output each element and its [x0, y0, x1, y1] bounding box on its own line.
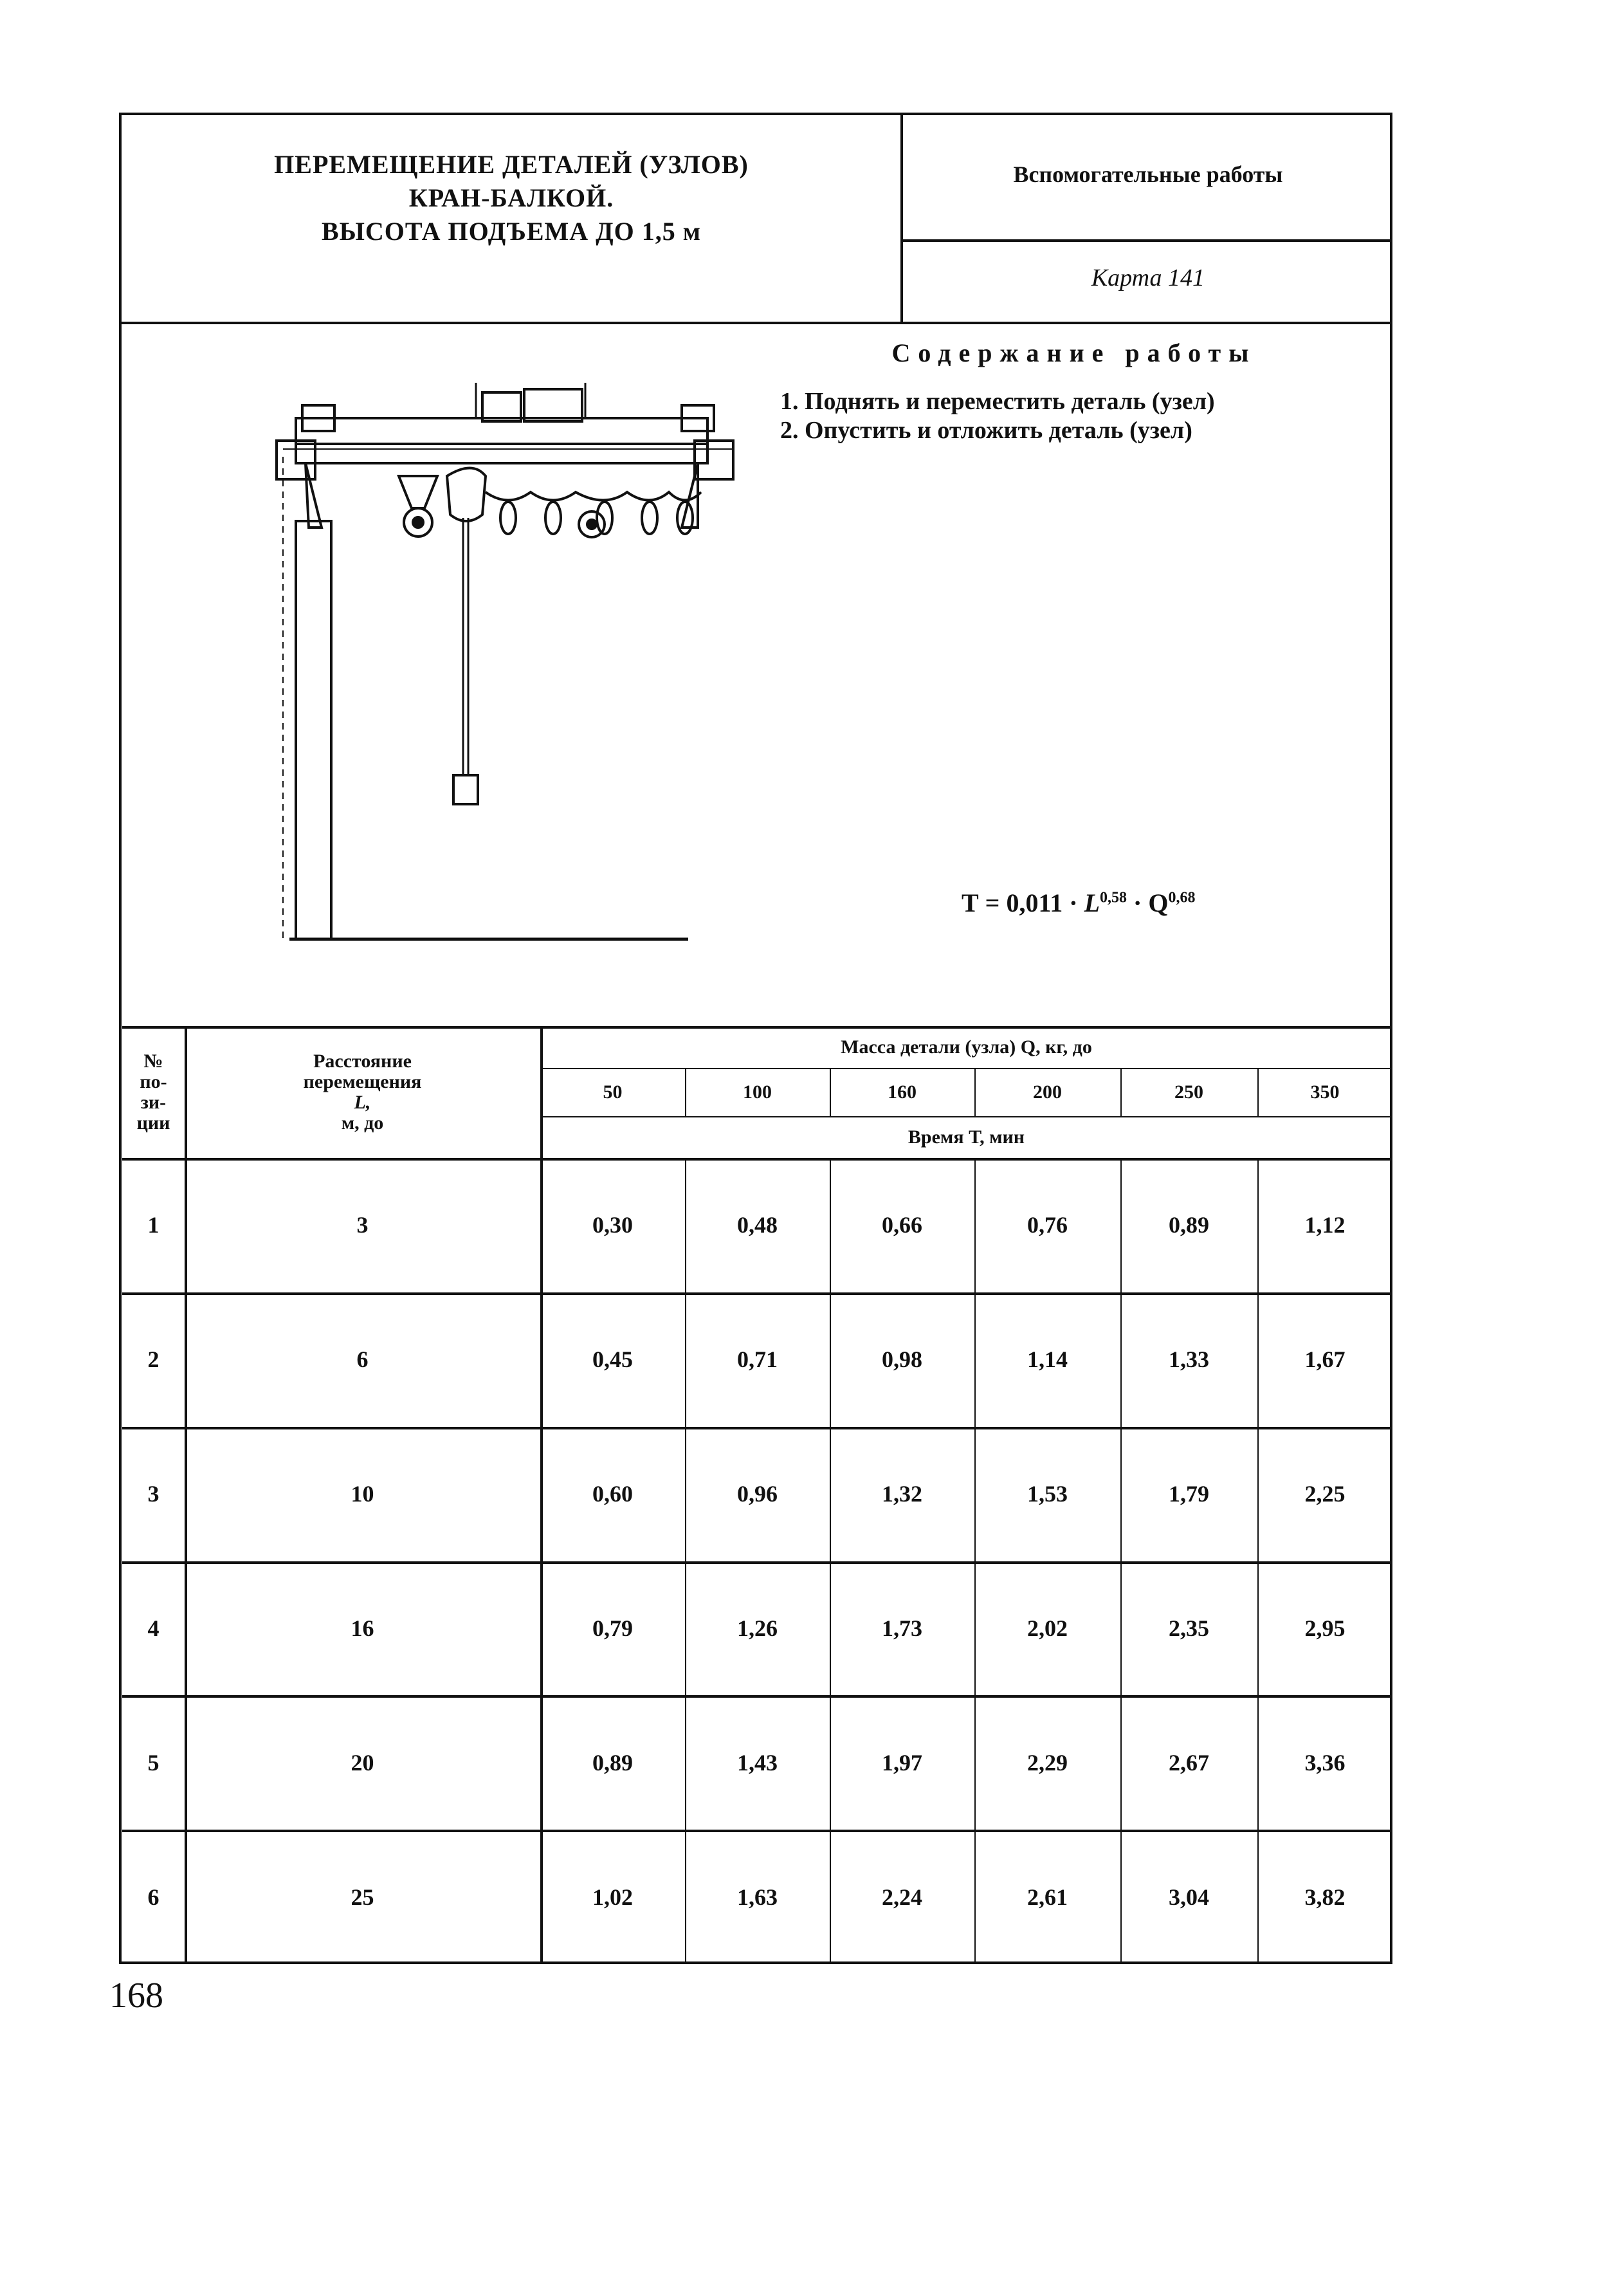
time-cell: 1,26	[737, 1615, 778, 1641]
mass-value-100: 100	[743, 1081, 772, 1103]
header-bottom-line	[119, 322, 1392, 324]
time-cell: 2,24	[882, 1884, 922, 1910]
formula-q-exp: 0,68	[1168, 889, 1196, 906]
row-distance: 6	[356, 1346, 369, 1373]
position-column-header	[122, 1026, 185, 1158]
time-cell: 1,67	[1304, 1346, 1346, 1373]
title-line-1: ПЕРЕМЕЩЕНИЕ ДЕТАЛЕЙ (УЗЛОВ)	[274, 150, 749, 179]
time-cell: 3,36	[1304, 1749, 1346, 1776]
work-type: Вспомогательные работы	[1013, 161, 1283, 187]
distance-column-header	[185, 1026, 540, 1158]
mass-value-160: 160	[888, 1081, 917, 1103]
row-position: 1	[147, 1212, 160, 1238]
time-cell: 1,12	[1304, 1212, 1346, 1238]
mass-value-200: 200	[1033, 1081, 1062, 1103]
time-cell: 0,45	[592, 1346, 633, 1373]
row-position: 4	[147, 1615, 160, 1641]
time-cell: 2,02	[1027, 1615, 1068, 1641]
formula-l-exp: 0,58	[1100, 889, 1127, 906]
time-cell: 1,33	[1169, 1346, 1209, 1373]
row-position: 3	[147, 1481, 160, 1507]
row-position: 5	[147, 1749, 160, 1776]
formula	[962, 888, 1196, 918]
time-cell: 1,43	[737, 1749, 778, 1776]
mass-value-250: 250	[1174, 1081, 1203, 1103]
position-header-line: №	[143, 1050, 163, 1072]
time-cell: 2,67	[1169, 1749, 1209, 1776]
row-position: 2	[147, 1346, 160, 1373]
time-cell: 2,61	[1027, 1884, 1068, 1910]
row-distance: 16	[351, 1615, 374, 1641]
formula-q: Q	[1148, 888, 1169, 917]
time-cell: 3,04	[1169, 1884, 1209, 1910]
time-cell: 1,53	[1027, 1481, 1068, 1507]
mass-value-50: 50	[603, 1081, 623, 1103]
time-cell: 0,30	[592, 1212, 633, 1238]
time-cell: 2,95	[1304, 1615, 1346, 1641]
title-line-3: ВЫСОТА ПОДЪЕМА ДО 1,5 м	[321, 217, 702, 246]
time-cell: 1,14	[1027, 1346, 1068, 1373]
distance-header-line: Расстояние	[313, 1050, 412, 1072]
time-header: Время Т, мин	[908, 1126, 1025, 1148]
time-cell: 1,63	[737, 1884, 778, 1910]
page-title	[122, 148, 900, 248]
header-divider	[900, 113, 903, 323]
time-cell: 1,32	[882, 1481, 922, 1507]
step-1: 1. Поднять и переместить деталь (узел)	[780, 388, 1215, 415]
time-cell: 0,89	[1169, 1212, 1209, 1238]
row-distance: 20	[351, 1749, 374, 1776]
time-cell: 3,82	[1304, 1884, 1346, 1910]
formula-base: Т = 0,011 ·	[962, 888, 1084, 917]
row-position: 6	[147, 1884, 160, 1910]
distance-header-line: м, до	[341, 1112, 384, 1134]
time-cell: 1,02	[592, 1884, 633, 1910]
formula-l: L	[1084, 888, 1100, 917]
row-distance: 10	[351, 1481, 374, 1507]
time-cell: 0,48	[737, 1212, 778, 1238]
title-line-2: КРАН-БАЛКОЙ.	[408, 183, 614, 212]
row-distance: 25	[351, 1884, 374, 1910]
time-cell: 0,79	[592, 1615, 633, 1641]
time-cell: 1,73	[882, 1615, 922, 1641]
time-cell: 0,76	[1027, 1212, 1068, 1238]
time-cell: 0,71	[737, 1346, 778, 1373]
time-cell: 2,25	[1304, 1481, 1346, 1507]
header-right-divider	[900, 239, 1392, 242]
time-cell: 0,98	[882, 1346, 922, 1373]
time-cell: 1,97	[882, 1749, 922, 1776]
card-number: Карта 141	[1091, 264, 1205, 291]
mass-value-350: 350	[1310, 1081, 1340, 1103]
page-number: 168	[109, 1976, 163, 2016]
time-cell: 0,66	[882, 1212, 922, 1238]
time-cell: 1,79	[1169, 1481, 1209, 1507]
position-header-line: по-	[140, 1070, 167, 1092]
row-distance: 3	[356, 1212, 369, 1238]
position-header-line: зи-	[140, 1091, 167, 1113]
mass-header: Масса детали (узла) Q, кг, до	[841, 1036, 1092, 1058]
distance-header-line: перемещения	[303, 1070, 422, 1092]
step-2: 2. Опустить и отложить деталь (узел)	[780, 417, 1192, 444]
time-cell: 0,89	[592, 1749, 633, 1776]
position-header-line: ции	[136, 1112, 170, 1134]
time-cell: 2,29	[1027, 1749, 1068, 1776]
time-cell: 0,60	[592, 1481, 633, 1507]
content-heading: Содержание работы	[891, 338, 1257, 367]
time-cell: 0,96	[737, 1481, 778, 1507]
crane-beam-drawing	[270, 380, 759, 952]
formula-sep: ·	[1127, 888, 1149, 917]
distance-header-line: L,	[354, 1091, 371, 1113]
time-cell: 2,35	[1169, 1615, 1209, 1641]
